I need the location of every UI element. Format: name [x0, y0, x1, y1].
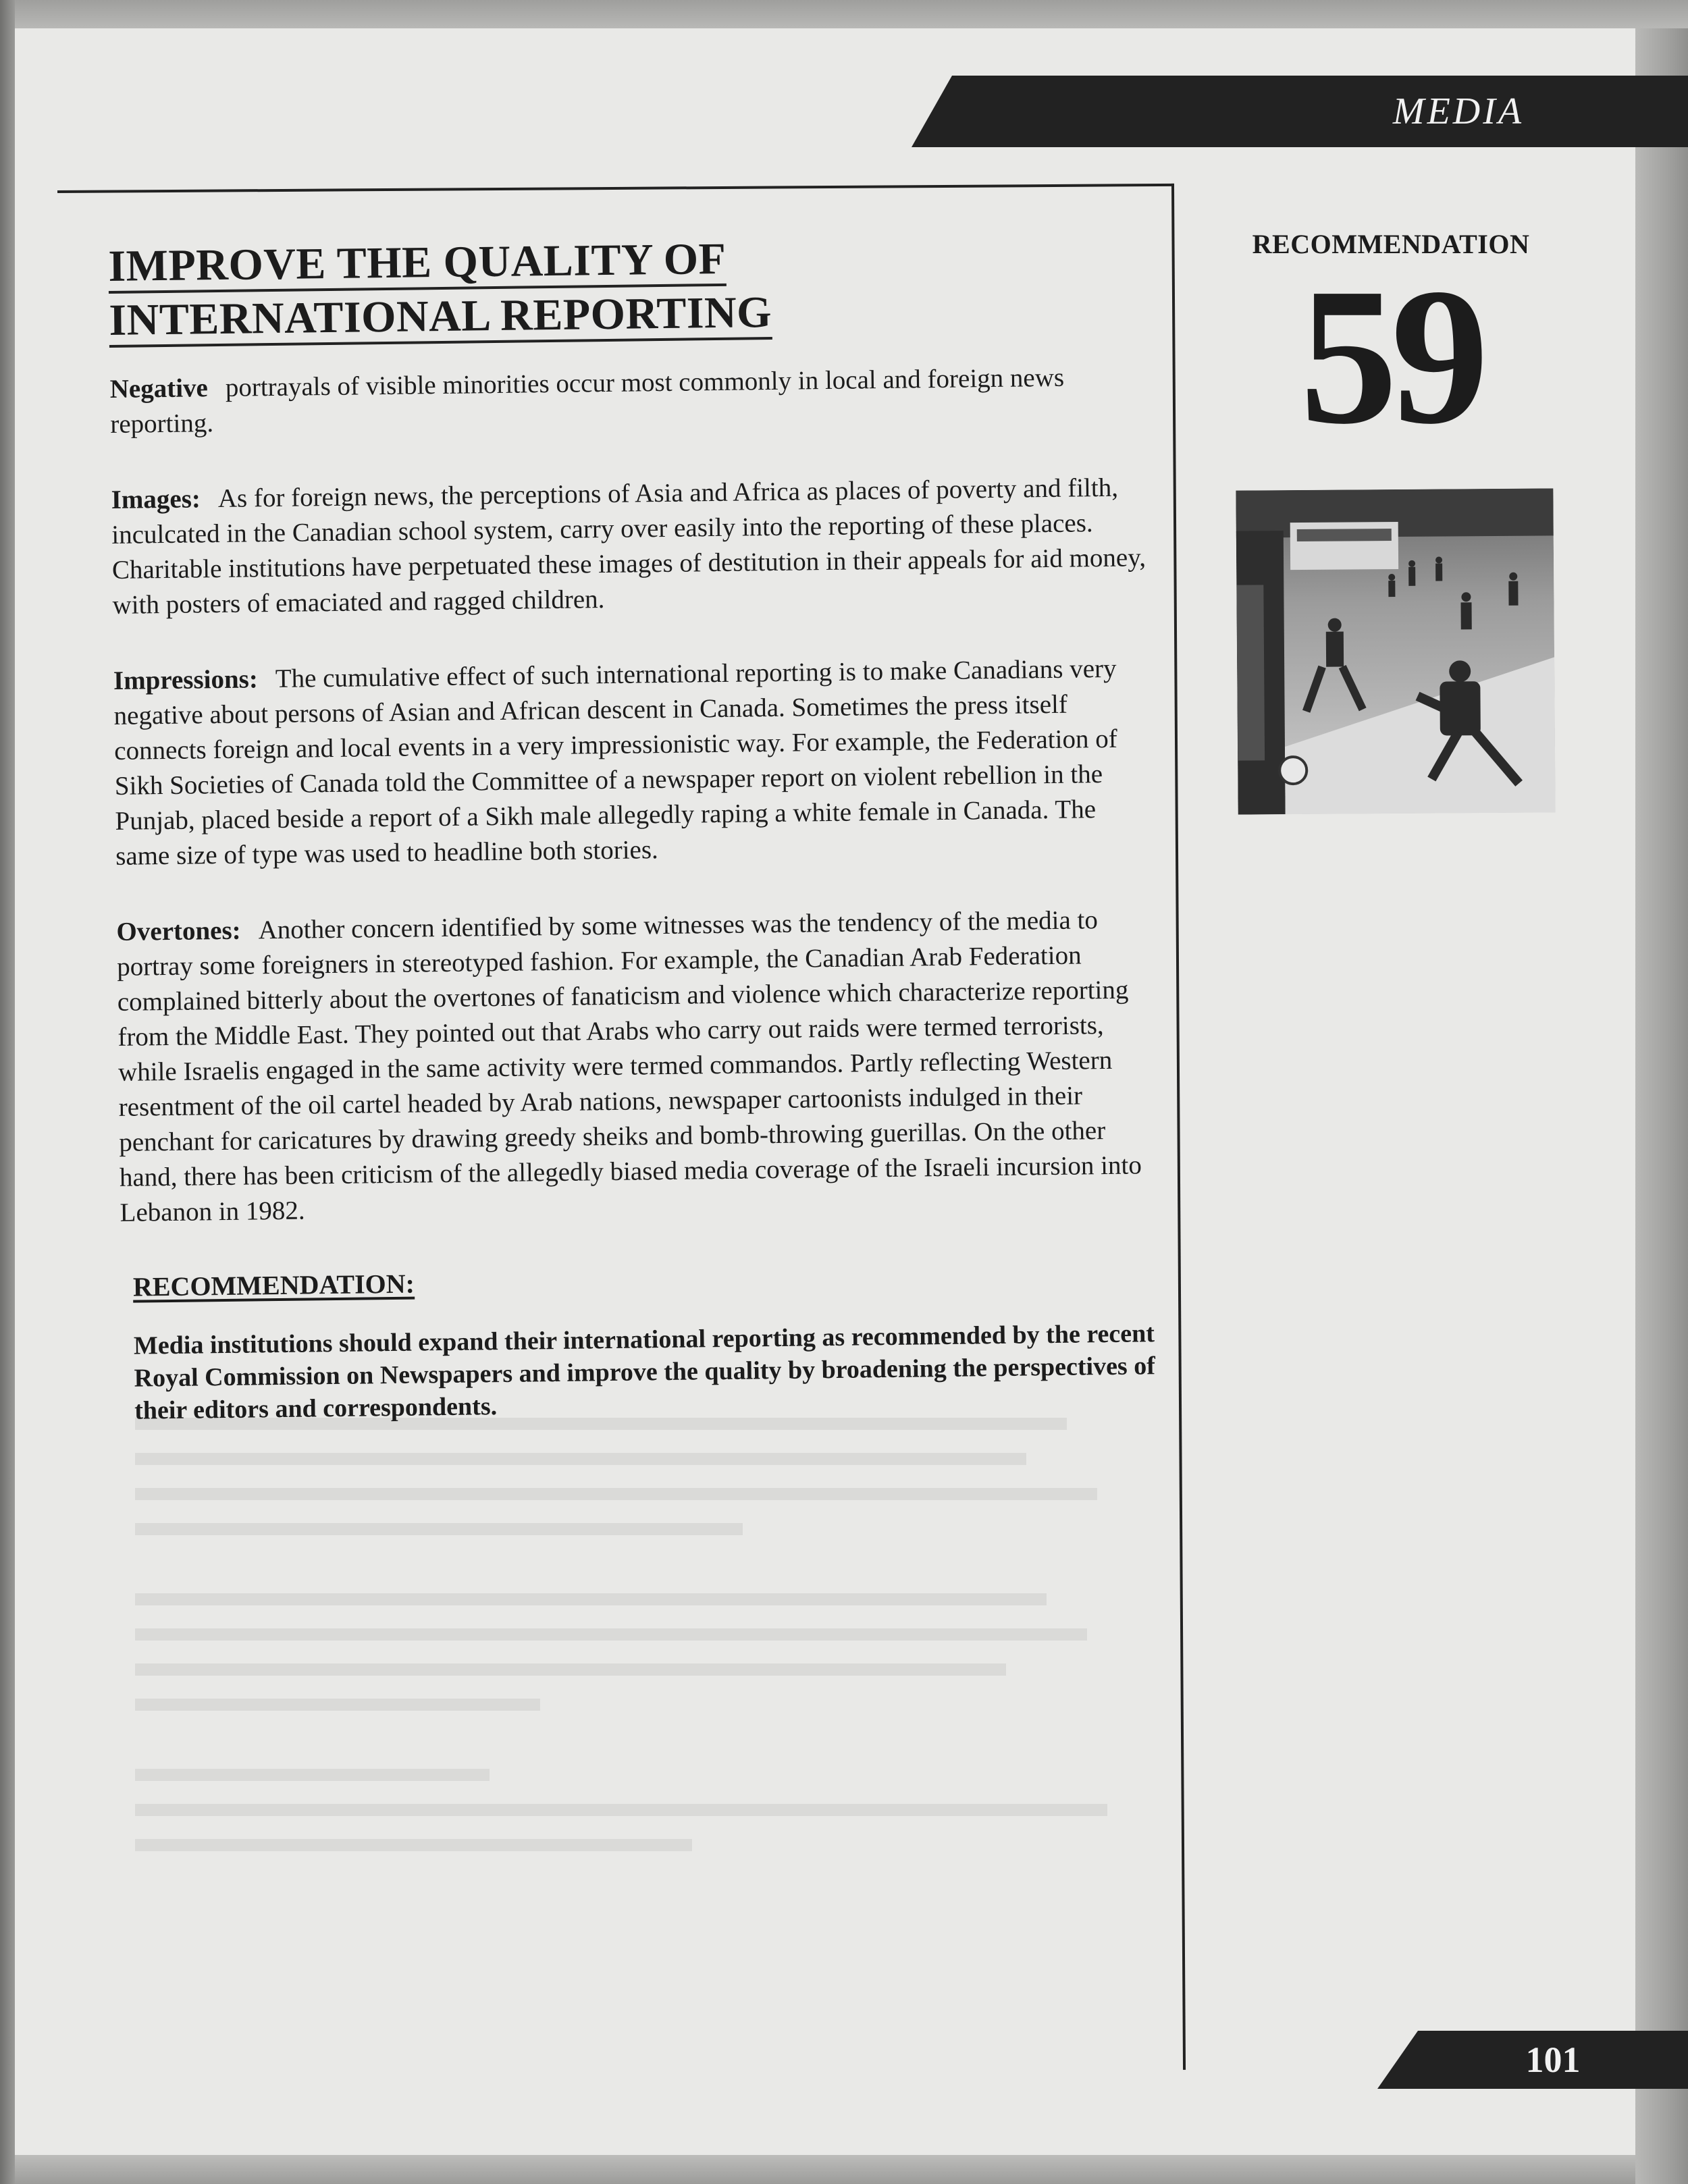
page-number: 101	[1525, 2040, 1581, 2080]
paragraph-images	[111, 470, 1152, 623]
page-left-edge	[0, 0, 15, 2184]
street-photo	[1236, 488, 1555, 814]
recommendation-label: RECOMMENDATION	[1252, 229, 1530, 259]
paragraph-label: Overtones:	[116, 915, 241, 947]
article-title	[108, 227, 1149, 348]
paragraph-negative	[109, 359, 1150, 442]
section-banner	[912, 76, 1688, 147]
recommendation-number: 59	[1300, 248, 1482, 464]
paragraph-impressions	[113, 651, 1156, 874]
article	[108, 227, 1163, 1468]
paragraph-text: The cumulative effect of such international reporting is to make Canadians very negative about persons of Asian and African descent in Canada. Sometimes the press itself connects foreign and local events in a very impressionistic way. For example, the Federation of Sikh Societies of Canada told the Committee of a newspaper report on violent rebellion in the Punjab, placed beside a report of a Sikh male allegedly raping a white female in Canada. The same size of type was used to headline both stories.	[113, 654, 1117, 871]
recommendation-heading: RECOMMENDATION:	[132, 1268, 415, 1302]
paragraph-label: Images:	[111, 484, 201, 514]
paragraph-text: portrayals of visible minorities occur most commonly in local and foreign news reporting.	[110, 363, 1065, 439]
page-top-edge	[0, 0, 1688, 28]
article-title-line1: IMPROVE THE QUALITY OF	[108, 234, 727, 294]
page-bottom-edge	[15, 2155, 1635, 2184]
paragraph-label: Impressions:	[113, 664, 259, 695]
paragraph-label: Negative	[109, 373, 209, 404]
recommendation-text: Media institutions should expand their international reporting as recommended by the recent Royal Commission on Newspapers and improve the quality by broadening the perspectives of their editors and correspondents.	[133, 1319, 1156, 1425]
page-right-edge	[1635, 28, 1688, 2184]
paragraph-text: As for foreign news, the perceptions of Asia and Africa as places of poverty and filth, inculcated in the Canadian school system, carry over easily into the reporting of these places. Charitable institutions have perpetuated these images of destitution in their appeals for aid money, with posters of emaciated and ragged children.	[111, 473, 1146, 620]
paragraph-overtones	[116, 902, 1160, 1231]
section-banner-label: MEDIA	[1392, 90, 1525, 132]
article-title-line2: INTERNATIONAL REPORTING	[109, 288, 772, 348]
paragraph-text: Another concern identified by some witnesses was the tendency of the media to portray some foreigners in stereotyped fashion. For example, the Canadian Arab Federation complained bitterly about the overtones of fanaticism and violence which characterize reporting from the Middle East. They pointed out that Arabs who carry out raids were termed terrorists, while Israelis engaged in the same activity were termed commandos. Partly reflecting Western resentment of the oil cartel headed by Arab nations, newspaper cartoonists indulged in their penchant for caricatures by drawing greedy sheiks and bomb-throwing guerillas. On the other hand, there has been criticism of the allegedly biased media coverage of the Israeli incursion into Lebanon in 1982.	[116, 905, 1142, 1227]
